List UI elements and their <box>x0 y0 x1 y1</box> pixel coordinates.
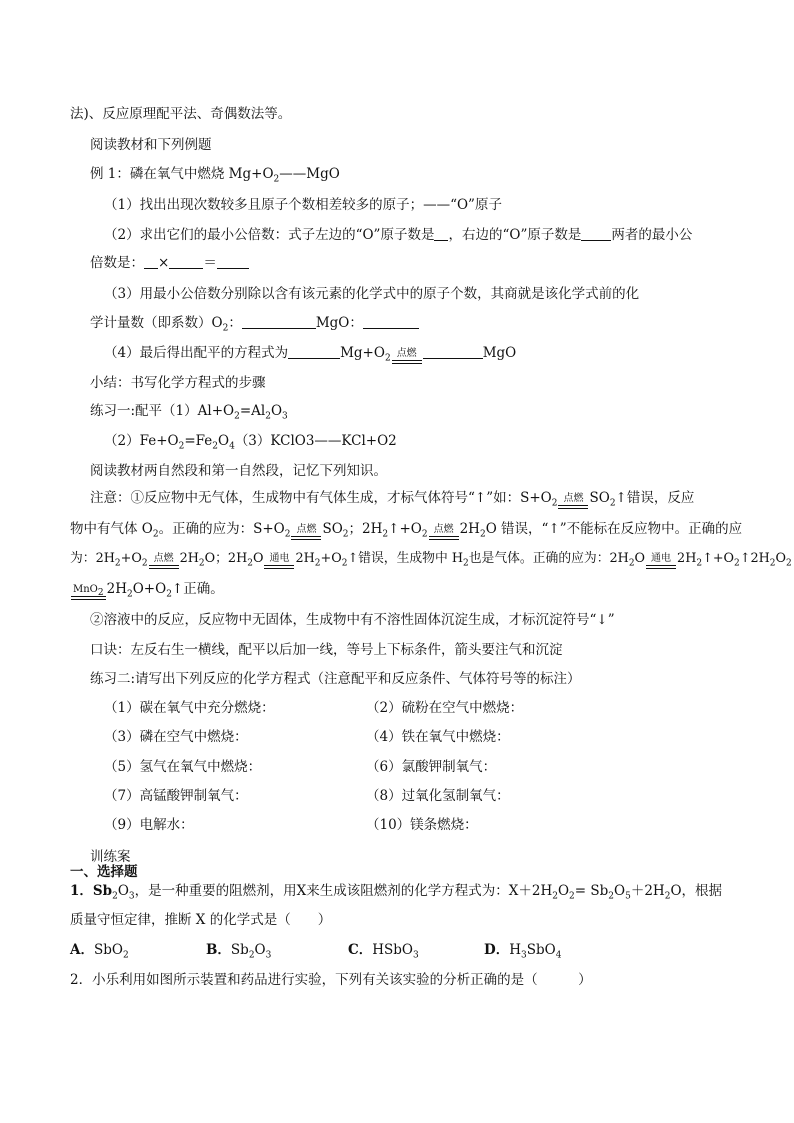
text-fragment: O <box>775 551 787 566</box>
exercise-item: （3）磷在空气中燃烧： <box>104 729 248 745</box>
subscript: 2 <box>382 529 389 540</box>
exercise-item: （4）铁在氧气中燃烧： <box>366 729 510 745</box>
text-fragment: MgO <box>482 345 517 361</box>
subscript: 2 <box>314 558 321 569</box>
text-fragment: （3）KClO3——KCl+O2 <box>234 433 397 449</box>
subscript: 2 <box>384 353 391 364</box>
text-fragment: 。正确的应为：S+O <box>158 521 285 537</box>
text-fragment: ＝ <box>203 255 217 271</box>
text-fragment: =Fe <box>184 433 213 449</box>
subscript: 2 <box>127 589 133 600</box>
text-fragment: 例 1：磷在氧气中燃烧 Mg+O <box>90 166 274 182</box>
condition-label: 通电 <box>651 553 672 564</box>
text-fragment: +O <box>120 551 142 566</box>
text-fragment: ↑错误，生成物中 H <box>347 551 463 566</box>
question-1-options <box>70 940 561 960</box>
coefficient-line <box>90 313 419 333</box>
section-heading: 一、选择题 <box>70 864 138 880</box>
subscript: 2 <box>114 558 121 569</box>
note-line-2 <box>70 519 742 540</box>
condition-label: 点燃 <box>153 553 174 564</box>
condition-label: 点燃 <box>433 524 454 535</box>
subscript: 2 <box>769 558 776 569</box>
subscript: 2 <box>479 529 486 540</box>
subscript: 2 <box>608 891 615 902</box>
text-fragment: =Al <box>239 403 266 419</box>
condition-label: 通电 <box>269 553 290 564</box>
subscript: 5 <box>625 891 631 902</box>
text-fragment: Mg+O <box>340 345 385 361</box>
subscript: 2 <box>273 174 280 185</box>
text-fragment: MgO： <box>315 315 363 331</box>
text-fragment: 也是气体。正确的应为：2H <box>468 551 629 566</box>
text-fragment: SO <box>322 521 343 537</box>
reaction-condition <box>392 349 422 364</box>
option-label: D． <box>484 942 510 958</box>
subscript: 2 <box>421 529 428 540</box>
subscript: 2 <box>628 558 635 569</box>
text-fragment: O <box>252 551 264 566</box>
text-fragment: 学计量数（即系数）O <box>90 315 223 331</box>
text-fragment: SbO <box>526 942 556 958</box>
balanced-equation-line <box>104 343 516 364</box>
subscript: 3 <box>521 950 527 961</box>
reaction-condition <box>291 525 321 540</box>
subscript: 2 <box>341 558 348 569</box>
text-fragment: ↑错误，反应 <box>615 490 695 506</box>
exercise-item: （9）电解水： <box>104 817 194 833</box>
subscript: 2 <box>166 589 172 600</box>
equals-bar <box>558 505 588 509</box>
text-line: 口诀：左反右生一横线，配平以后加一线，等号上下标条件，箭头要注气和沉淀 <box>90 642 563 658</box>
subscript: 2 <box>178 441 185 452</box>
text-fragment: ＋2H <box>630 883 665 899</box>
subscript: 2 <box>569 891 575 902</box>
subscript: 2 <box>265 411 271 422</box>
text-fragment: SO <box>589 490 610 506</box>
answer-blank[interactable] <box>144 254 158 269</box>
answer-blank[interactable] <box>242 314 316 329</box>
subscript: 2 <box>284 529 291 540</box>
text-fragment: 2H <box>106 581 127 597</box>
answer-blank[interactable] <box>217 254 249 269</box>
exercise-item: （8）过氧化氢制氧气： <box>366 788 510 804</box>
subscript: 2 <box>664 891 671 902</box>
text-fragment: × <box>158 255 170 271</box>
text-fragment: ： <box>228 315 242 331</box>
subscript: 2 <box>463 558 469 569</box>
reaction-condition <box>264 554 294 569</box>
note-line-4 <box>70 579 224 600</box>
text-line: 阅读教材和下列例题 <box>90 137 212 153</box>
exercise-item: （2）硫粉在空气中燃烧： <box>366 700 524 716</box>
reaction-condition <box>558 494 588 509</box>
equals-bar <box>392 360 422 364</box>
option-label: A． <box>70 942 94 958</box>
subscript: 3 <box>128 891 135 902</box>
option-b[interactable] <box>206 940 348 960</box>
answer-blank[interactable] <box>169 254 203 269</box>
exercise-1-line-2: $(2)Fe+O_2=Fe_2O_4(3)KClO3——KCl+O2$ <box>104 433 397 452</box>
exercise-item: （7）高锰酸钾制氧气： <box>104 788 248 804</box>
option-d[interactable] <box>484 940 561 960</box>
condition-label: 点燃 <box>396 348 417 359</box>
text-fragment: 练习一:配平（1）Al+O <box>90 403 235 419</box>
text-fragment: ——MgO <box>279 166 340 182</box>
subscript: 2 <box>734 558 740 569</box>
note-line-3 <box>70 549 792 569</box>
subscript: 2 <box>696 558 703 569</box>
subscript: 4 <box>229 441 235 452</box>
exercise-item: （10）镁条燃烧： <box>366 817 478 833</box>
text-fragment: H <box>509 942 521 958</box>
text-fragment: 为：2H <box>70 551 115 566</box>
subscript: 2 <box>609 498 616 509</box>
text-fragment: O 错误，“↑”不能标在反应物中。正确的应 <box>485 521 743 537</box>
text-fragment: 注意：①反应物中无气体，生成物中有气体生成，才标气体符号“↑”如：S+O <box>90 490 552 506</box>
text-fragment: 倍数是： <box>90 255 144 271</box>
reaction-condition <box>646 554 676 569</box>
subscript: 2 <box>141 558 148 569</box>
text-fragment: +O <box>320 551 342 566</box>
text-line: （1）找出出现次数较多且原子个数相差较多的原子；——“O”原子 <box>104 197 502 213</box>
subscript: 2 <box>342 529 349 540</box>
equals-bar <box>646 565 676 569</box>
exercise-item: （1）碳在氧气中充分燃烧： <box>104 700 275 716</box>
lcm-line <box>90 253 249 273</box>
text-fragment: ↑2H <box>739 551 770 566</box>
text-line: ②溶液中的反应，反应物中无固体，生成物中有不溶性固体沉淀生成，才标沉淀符号“↓” <box>90 612 615 628</box>
subscript: 2 <box>552 891 558 902</box>
subscript: 2 <box>152 529 159 540</box>
subscript: 2 <box>551 498 558 509</box>
text-fragment: 2H <box>459 521 480 537</box>
text-fragment: 2H <box>179 551 199 566</box>
subscript: 2 <box>222 323 229 334</box>
question-2: 2．小乐利用如图所示装置和药品进行实验，下列有关该实验的分析正确的是（ ） <box>70 972 592 988</box>
text-fragment: ↑+O <box>702 551 735 566</box>
text-fragment: O <box>614 883 626 899</box>
exercise-item: （6）氯酸钾制氧气： <box>366 759 497 775</box>
text-line: 质量守恒定律，推断 X 的化学式是（ ） <box>70 912 332 928</box>
condition-label: 点燃 <box>296 524 317 535</box>
subscript: 3 <box>282 411 288 422</box>
text-fragment: 1．Sb <box>70 883 113 899</box>
subscript: 2 <box>122 950 129 961</box>
equals-bar <box>149 565 179 569</box>
answer-blank[interactable] <box>581 226 611 241</box>
step-2-line <box>104 225 692 245</box>
text-fragment: （4）最后得出配平的方程式为 <box>104 345 289 361</box>
reaction-condition <box>71 585 106 600</box>
text-fragment: O <box>634 551 646 566</box>
subscript: 2 <box>212 441 218 452</box>
text-fragment: O+O <box>132 581 167 597</box>
text-line: 小结：书写化学方程式的步骤 <box>90 375 266 391</box>
subscript: 2 <box>248 950 255 961</box>
subscript: 3 <box>412 950 419 961</box>
subscript: 4 <box>555 950 562 961</box>
subscript: 2 <box>247 558 253 569</box>
text-fragment: 两者的最小公 <box>611 227 693 243</box>
equals-bar <box>71 596 106 600</box>
text-line: （3）用最小公倍数分别除以含有该元素的化学式中的原子个数，其商就是该化学式前的化 <box>104 286 640 302</box>
text-fragment: Sb <box>230 942 249 958</box>
subscript: 2 <box>786 558 792 569</box>
text-fragment: （2）求出它们的最小公倍数：式子左边的“O”原子数是 <box>104 227 435 243</box>
option-label: B． <box>206 942 231 958</box>
section-heading: 训练案 <box>90 849 131 865</box>
option-c[interactable] <box>348 940 484 960</box>
text-fragment: O <box>254 942 266 958</box>
reaction-condition <box>149 554 179 569</box>
text-fragment: = Sb <box>574 883 609 899</box>
condition-label: 点燃 <box>563 493 584 504</box>
option-a[interactable] <box>70 940 206 960</box>
equals-bar <box>264 565 294 569</box>
text-fragment: 2H <box>295 551 315 566</box>
text-line: 法)、反应原理配平法、奇偶数法等。 <box>70 106 292 122</box>
text-fragment: ↑+O <box>388 521 422 537</box>
text-fragment: HSbO <box>372 942 413 958</box>
text-fragment: O <box>557 883 570 899</box>
reaction-condition <box>429 525 459 540</box>
example-1-line <box>90 164 340 184</box>
answer-blank[interactable] <box>423 344 483 359</box>
text-fragment: ↑正确。 <box>171 581 224 597</box>
subscript: 2 <box>234 411 240 422</box>
exercise-item: （5）氢气在氧气中燃烧： <box>104 759 262 775</box>
text-fragment: （2）Fe+O <box>104 433 179 449</box>
text-line: 练习二:请写出下列反应的化学方程式（注意配平和反应条件、气体符号等的标注） <box>90 671 581 687</box>
text-fragment: ；2H <box>348 521 383 537</box>
text-fragment: 2H <box>677 551 697 566</box>
subscript: 3 <box>265 950 272 961</box>
equals-bar <box>429 536 459 540</box>
subscript: 2 <box>97 588 104 598</box>
text-fragment: O <box>117 883 129 899</box>
condition-label <box>71 585 106 596</box>
answer-blank[interactable] <box>288 344 340 359</box>
text-fragment: MnO <box>73 584 98 595</box>
answer-blank[interactable] <box>434 226 448 241</box>
option-label: C． <box>348 942 373 958</box>
text-line: 阅读教材两自然段和第一自然段，记忆下列知识。 <box>90 463 387 479</box>
subscript: 2 <box>112 891 118 902</box>
text-fragment: O；2H <box>204 551 248 566</box>
text-fragment: SbO <box>93 942 123 958</box>
text-fragment: ，右边的“O”原子数是 <box>448 227 582 243</box>
text-fragment: 物中有气体 O <box>70 521 153 537</box>
text-fragment: O，根据 <box>670 883 723 899</box>
text-fragment: ，是一种重要的阻燃剂，用X来生成该阻燃剂的化学方程式为：X＋2H <box>134 883 553 899</box>
equals-bar <box>291 536 321 540</box>
answer-blank[interactable] <box>363 314 419 329</box>
note-line-1 <box>90 488 694 509</box>
question-1-line-1 <box>70 881 722 901</box>
subscript: 2 <box>198 558 205 569</box>
exercise-1-line: 练习一:配平$(1)Al+O_2=Al_2O_3$ <box>90 403 288 422</box>
